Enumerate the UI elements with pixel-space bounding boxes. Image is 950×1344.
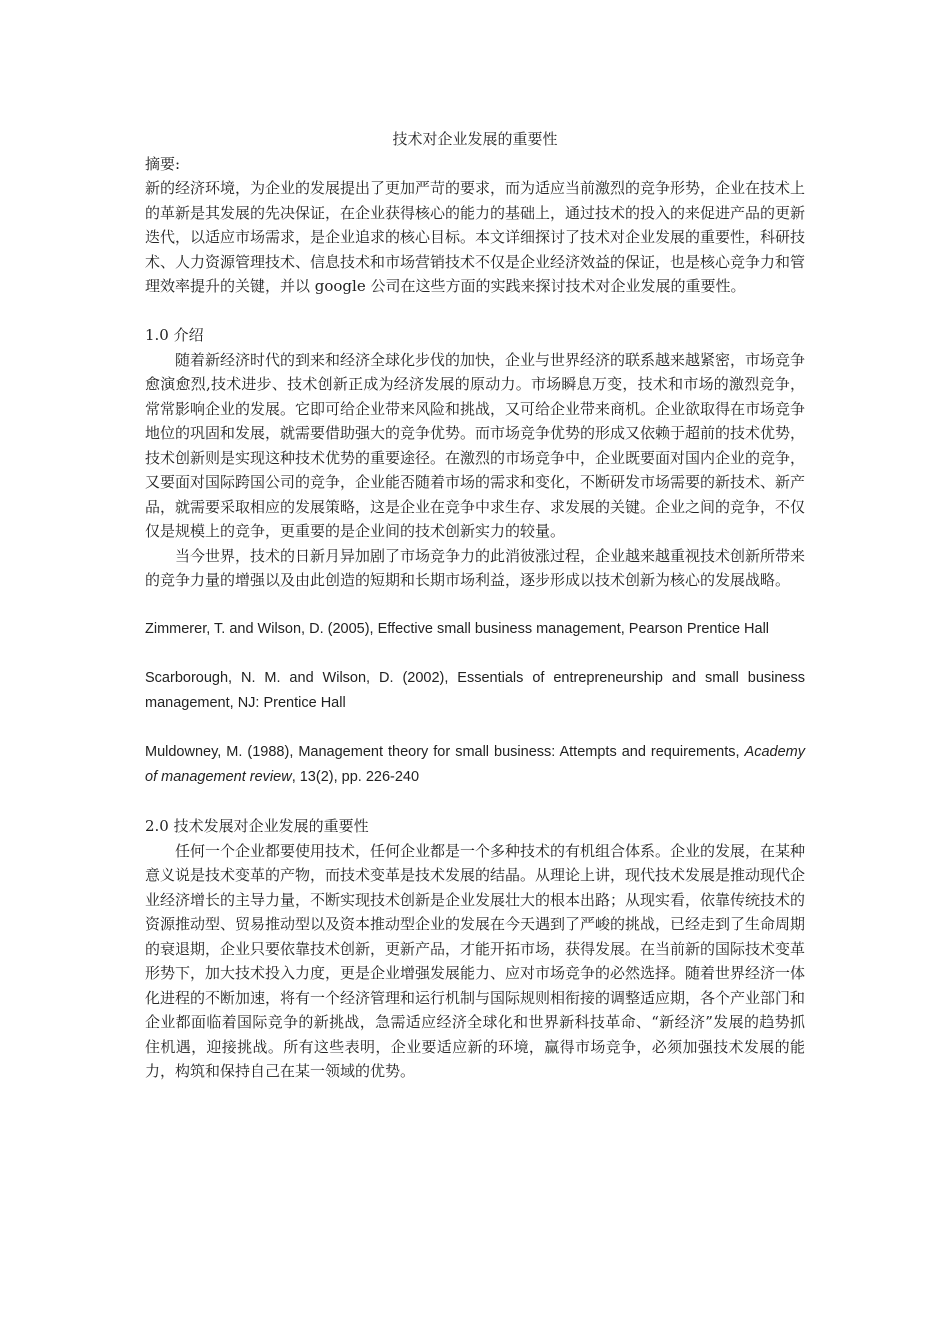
reference-3-tail: , 13(2), pp. 226-240 [291, 769, 420, 785]
spacer [145, 716, 805, 740]
section-1-heading: 1.0 介绍 [145, 326, 204, 344]
document-body [145, 127, 805, 1084]
reference-3-journal: Academy of management review [145, 744, 805, 785]
section-2-heading: 2.0 技术发展对企业发展的重要性 [145, 817, 369, 835]
spacer [145, 299, 805, 324]
reference-1 [145, 617, 805, 642]
reference-3-text: Muldowney, M. (1988), Management theory for small business: Attempts and requirements, [145, 744, 745, 760]
reference-2 [145, 666, 805, 716]
reference-1-text: Zimmerer, T. and Wilson, D. (2005), Effective small business management, Pearson Prentice Hall [145, 621, 770, 637]
spacer [145, 642, 805, 666]
reference-3 [145, 740, 805, 790]
section-1-paragraph-1: 随着新经济时代的到来和经济全球化步伐的加快，企业与世界经济的联系越来越紧密，市场竞争愈演愈烈,技术进步、技术创新正成为经济发展的原动力。市场瞬息万变，技术和市场的激烈竞争，常常影响企业的发展。它即可给企业带来风险和挑战，又可给企业带来商机。企业欲取得在市场竞争地位的巩固和发展，就需要借助强大的竞争优势。而市场竞争优势的形成又依赖于超前的技术优势，技术创新则是实现这种技术优势的重要途径。在激烈的市场竞争中，企业既要面对国内企业的竞争，又要面对国际跨国公司的竞争，企业能否随着市场的需求和变化，不断研发市场需要的新技术、新产品，就需要采取相应的发展策略，这是企业在竞争中求生存、求发展的关键。企业之间的竞争，不仅仅是规模上的竞争，更重要的是企业间的技术创新实力的较量。 [145, 350, 806, 540]
abstract-label: 摘要: [145, 154, 181, 173]
section-2-paragraph: 任何一个企业都要使用技术，任何企业都是一个多种技术的有机组合体系。企业的发展，在某种意义说是技术变革的产物，而技术变革是技术发展的结晶。从理论上讲，现代技术发展是推动现代企业经济增长的主导力量，不断实现技术创新是企业发展壮大的根本出路；从现实看，依靠传统技术的资源推动型、贸易推动型以及资本推动型企业的发展在今天遇到了严峻的挑战，已经走到了生命周期的衰退期，企业只要依靠技术创新，更新产品，才能开拓市场，获得发展。在当前新的国际技术变革形势下，加大技术投入力度，更是企业增强发展能力、应对市场竞争的必然选择。随着世界经济一体化进程的不断加速，将有一个经济管理和运行机制与国际规则相衔接的调整适应期，各个产业部门和企业都面临着国际竞争的新挑战，急需适应经济全球化和世界新科技革命、“新经济”发展的趋势抓住机遇，迎接挑战。所有这些表明，企业要适应新的环境，赢得市场竞争，必须加强技术发展的能力，构筑和保持自己在某一领域的优势。 [145, 841, 806, 1080]
spacer [145, 593, 805, 618]
section-1-paragraph-2: 当今世界，技术的日新月异加剧了市场竞争力的此消彼涨过程，企业越来越重视技术创新所带来的竞争力量的增强以及由此创造的短期和长期市场利益，逐步形成以技术创新为核心的发展战略。 [145, 546, 806, 589]
spacer [145, 790, 805, 814]
abstract-text: 新的经济环境，为企业的发展提出了更加严苛的要求，而为适应当前激烈的竞争形势，企业在技术上的革新是其发展的先决保证，在企业获得核心的能力的基础上，通过技术的投入的来促进产品的更新迭代，以适应市场需求，是企业追求的核心目标。本文详细探讨了技术对企业发展的重要性，科研技术、人力资源管理技术、信息技术和市场营销技术不仅是企业经济效益的保证，也是核心竞争力和管理效率提升的关键，并以 google 公司在这些方面的实践来探讨技术对企业发展的重要性。 [145, 179, 806, 295]
reference-2-text: Scarborough, N. M. and Wilson, D. (2002), Essentials of entrepreneurship and small business management, NJ: Prentice Hall [145, 670, 805, 711]
document-title: 技术对企业发展的重要性 [392, 130, 558, 148]
